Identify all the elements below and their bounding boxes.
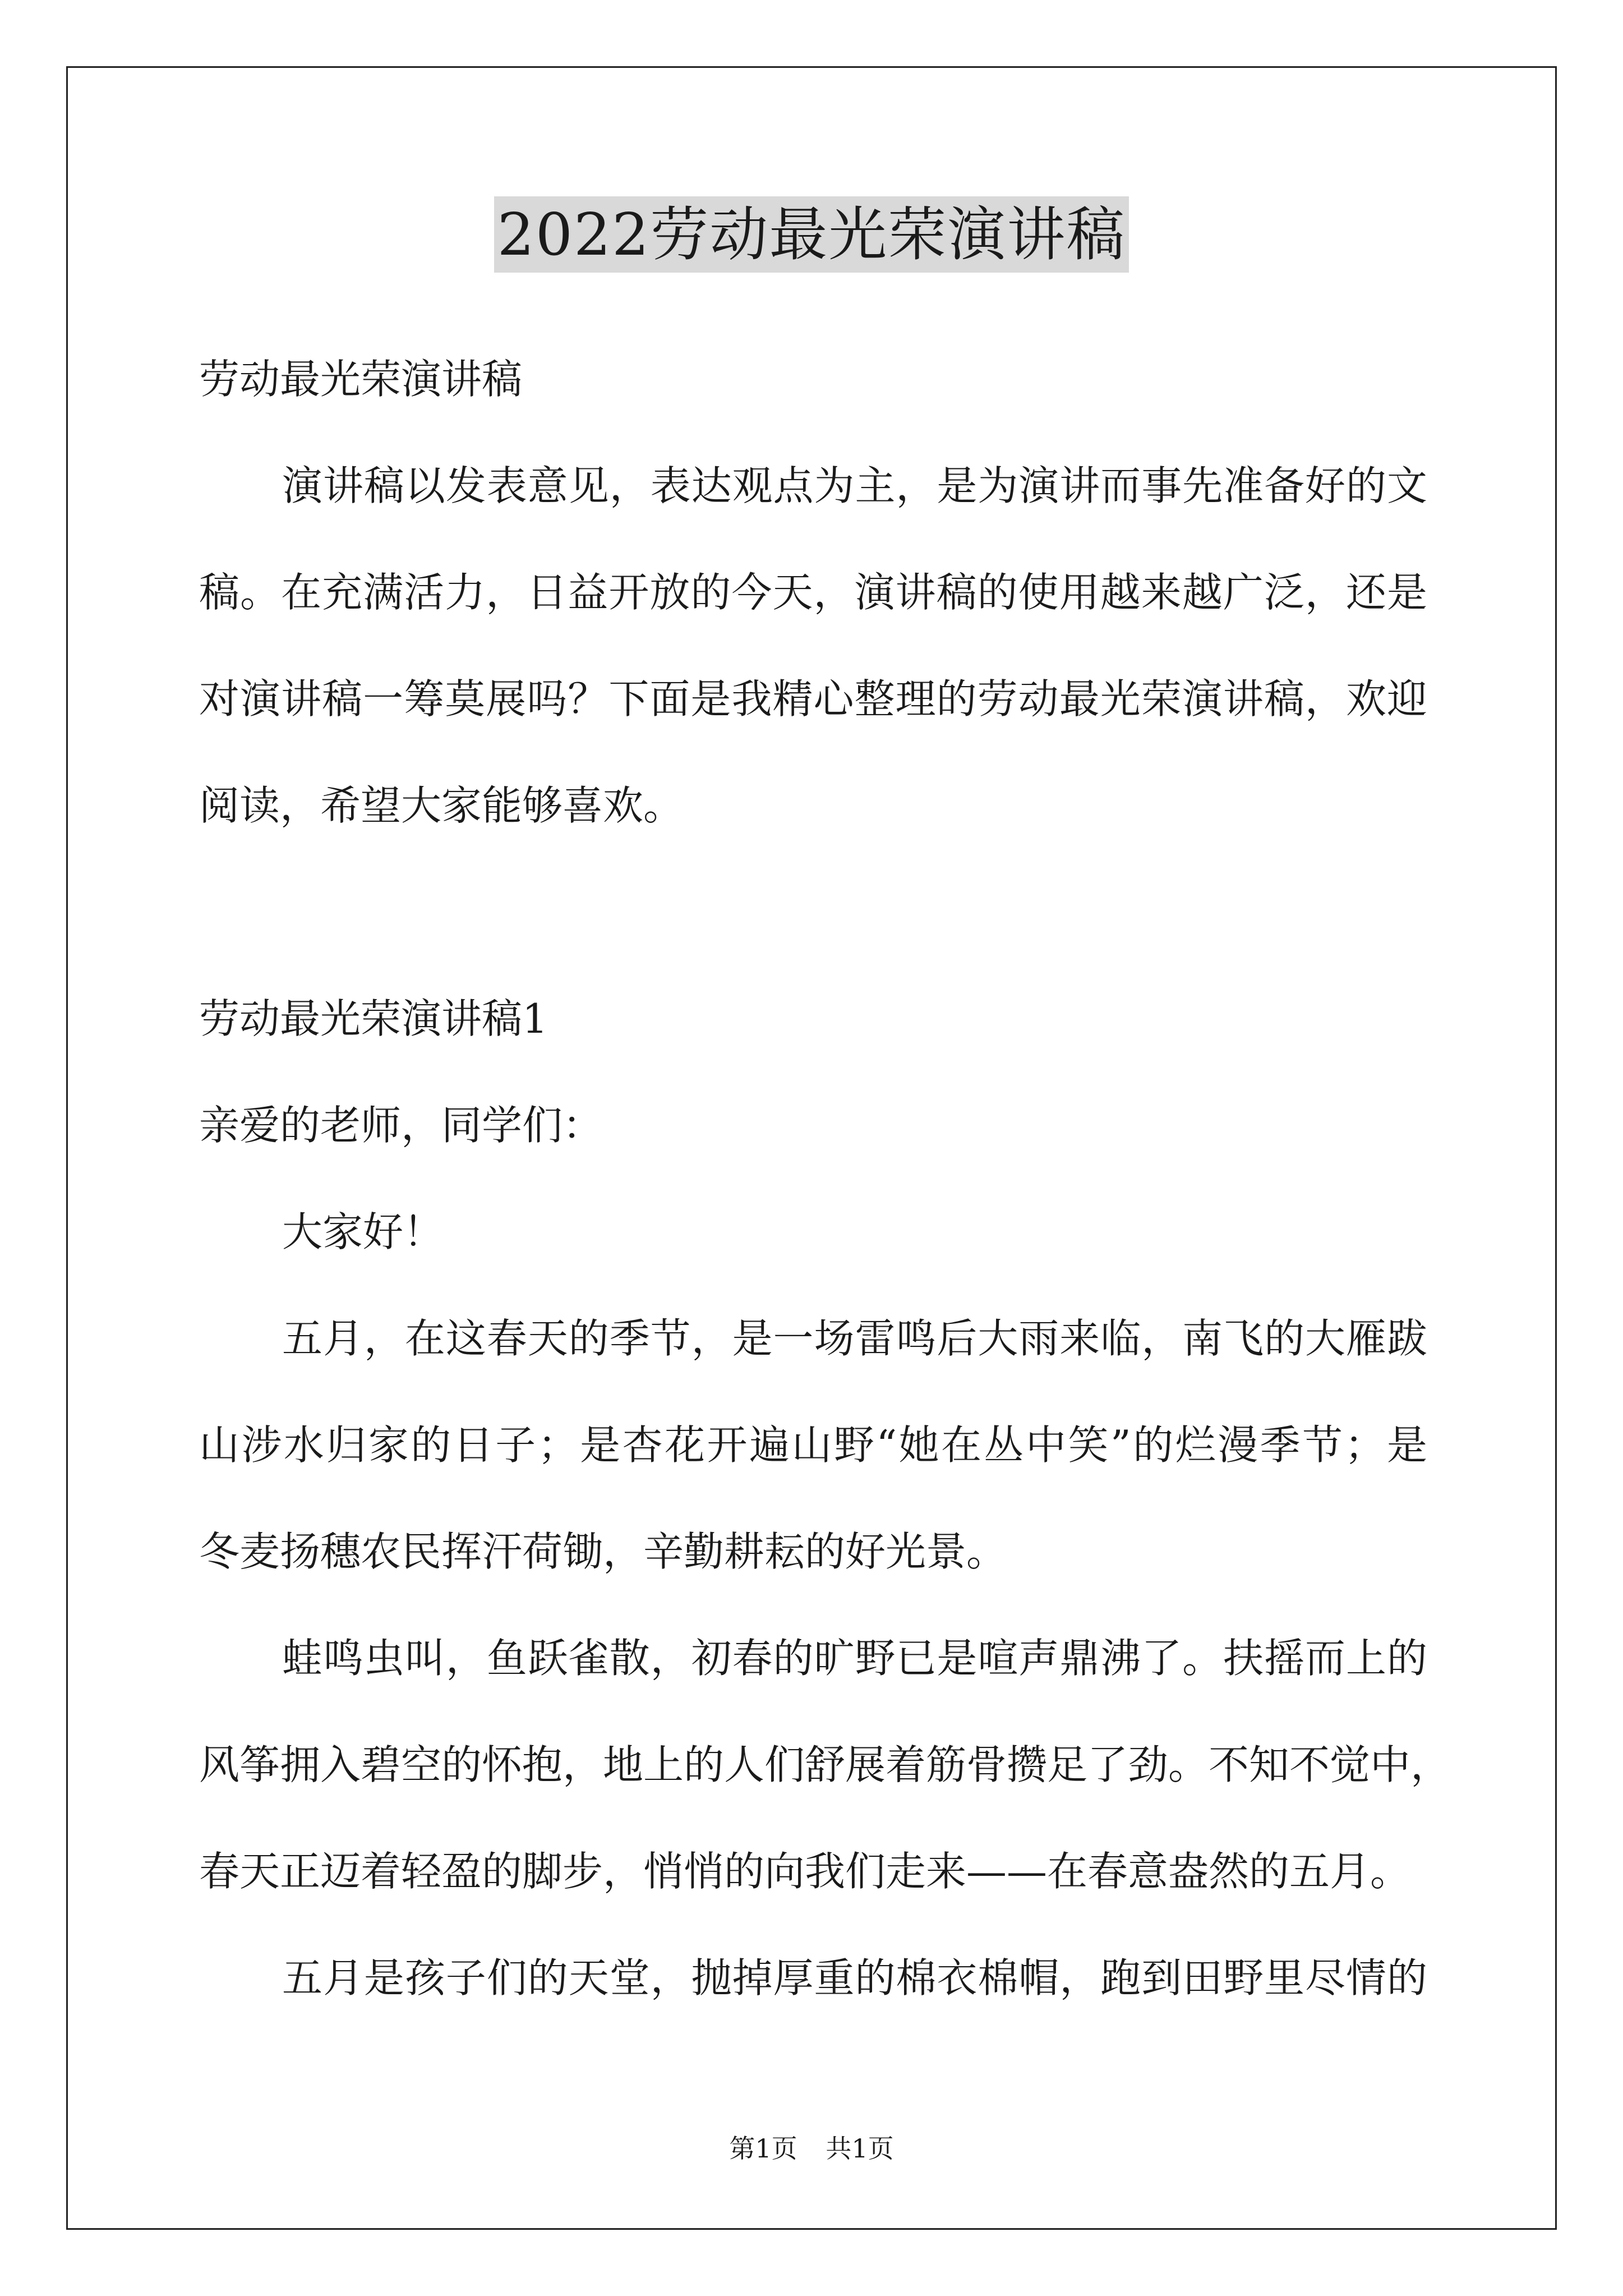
paragraph-line: 春天正迈着轻盈的脚步，悄悄的向我们走来——在春意盎然的五月。	[199, 1848, 1411, 1895]
greeting-line: 大家好！	[282, 1208, 444, 1255]
page-footer	[0, 2132, 1623, 2165]
paragraph-line: 蛙鸣虫叫，鱼跃雀散，初春的旷野已是喧声鼎沸了。扶摇而上的	[282, 1635, 1427, 1682]
paragraph-line: 山涉水归家的日子；是杏花开遍山野“她在丛中笑”的烂漫季节；是	[199, 1421, 1427, 1469]
section-heading: 劳动最光荣演讲稿1	[199, 995, 548, 1042]
paragraph-line: 对演讲稿一筹莫展吗？下面是我精心整理的劳动最光荣演讲稿，欢迎	[199, 675, 1427, 723]
paragraph-line: 演讲稿以发表意见，表达观点为主，是为演讲而事先准备好的文	[282, 462, 1427, 509]
paragraph-line: 五月是孩子们的天堂，抛掉厚重的棉衣棉帽，跑到田野里尽情的	[282, 1954, 1427, 2001]
salutation-line: 亲爱的老师，同学们：	[199, 1102, 603, 1149]
paragraph-line: 五月，在这春天的季节，是一场雷鸣后大雨来临，南飞的大雁跋	[282, 1315, 1427, 1362]
page-total: 共1页	[826, 2133, 894, 2164]
paragraph-line: 阅读，希望大家能够喜欢。	[199, 782, 684, 829]
document-title: 2022劳动最光荣演讲稿	[494, 196, 1129, 273]
page-number: 第1页	[729, 2133, 797, 2164]
paragraph-line: 风筝拥入碧空的怀抱，地上的人们舒展着筋骨攒足了劲。不知不觉中，	[199, 1741, 1451, 1788]
paragraph-line: 冬麦扬穗农民挥汗荷锄，辛勤耕耘的好光景。	[199, 1528, 1007, 1575]
title-container	[0, 196, 1623, 273]
paragraph-line: 稿。在充满活力，日益开放的今天，演讲稿的使用越来越广泛，还是	[199, 569, 1427, 616]
subtitle-line: 劳动最光荣演讲稿	[199, 356, 523, 403]
